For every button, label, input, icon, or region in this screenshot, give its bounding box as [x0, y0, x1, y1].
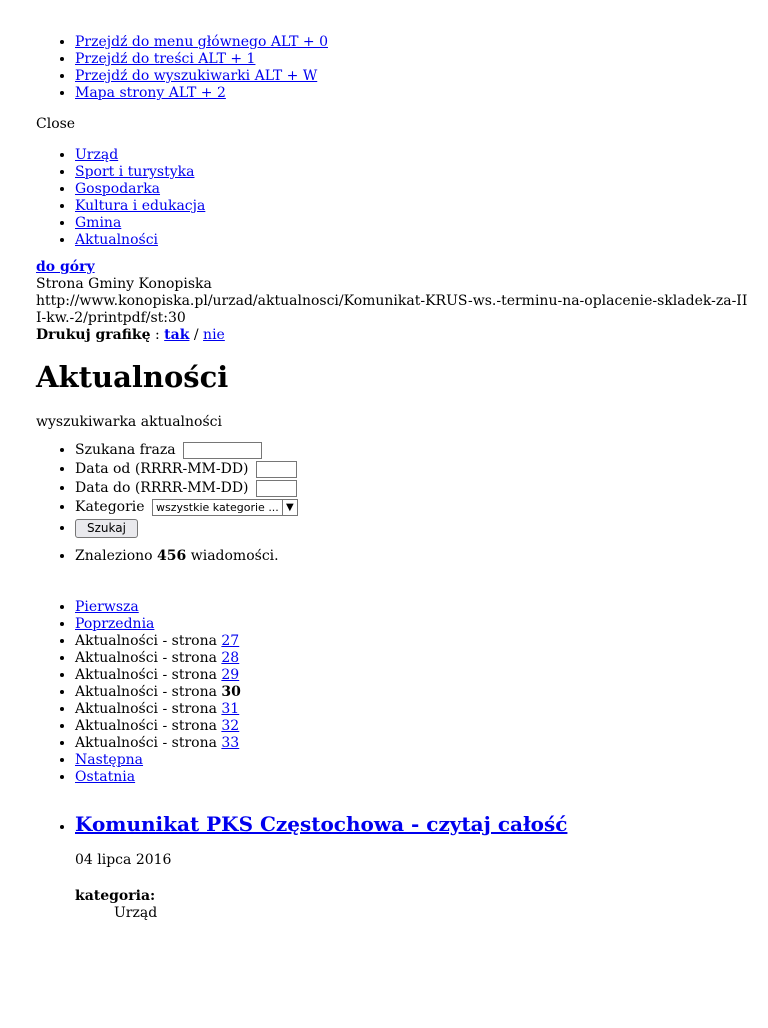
skip-link-item [75, 68, 748, 85]
menu-link-aktualnosci[interactable]: Aktualności [75, 232, 159, 248]
pagination-next-link[interactable]: Następna [75, 752, 144, 768]
dropdown-arrow-icon: ▼ [282, 500, 297, 515]
news-category-label: kategoria: [75, 888, 156, 904]
menu-item [75, 232, 748, 249]
pagination [36, 599, 748, 786]
date-to-input[interactable] [256, 480, 297, 497]
category-select-value: wszystkie kategorie ... [156, 500, 279, 514]
pagination-item [75, 650, 748, 667]
separator-slash: / [189, 327, 204, 343]
news-title-link[interactable]: Komunikat PKS Częstochowa - czytaj całość [75, 812, 568, 836]
results-count-item [75, 548, 748, 565]
print-graphics-yes-link[interactable]: tak [164, 327, 190, 343]
pagination-item [75, 735, 748, 752]
close-button[interactable]: Close [36, 116, 76, 132]
pagination-page-prefix: Aktualności - strona [75, 667, 217, 683]
skip-links [36, 34, 748, 102]
pagination-current-page: 30 [221, 684, 241, 700]
pagination-item [75, 718, 748, 735]
search-form [36, 441, 748, 536]
menu-item [75, 215, 748, 232]
pagination-item [75, 616, 748, 633]
page-title: Aktualności [36, 360, 229, 394]
pagination-prev-link[interactable]: Poprzednia [75, 616, 155, 632]
search-heading: wyszukiwarka aktualności [36, 414, 222, 430]
pagination-first-link[interactable]: Pierwsza [75, 599, 139, 615]
menu-item [75, 181, 748, 198]
skip-link-item [75, 85, 748, 102]
menu-item [75, 147, 748, 164]
skip-to-menu-link[interactable]: Przejdź do menu głównego ALT + 0 [75, 34, 328, 50]
results-prefix: Znaleziono [75, 548, 153, 564]
results-count: 456 [157, 548, 187, 564]
skip-to-search-link[interactable]: Przejdź do wyszukiwarki ALT + W [75, 68, 318, 84]
pagination-item [75, 633, 748, 650]
category-label: Kategorie [75, 499, 145, 515]
news-title [75, 812, 748, 836]
pagination-page-link[interactable]: 28 [221, 650, 240, 666]
menu-item [75, 164, 748, 181]
results-suffix: wiadomości. [190, 548, 279, 564]
pagination-item [75, 599, 748, 616]
print-graphics-label: Drukuj grafikę [36, 327, 151, 343]
menu-link-kultura[interactable]: Kultura i edukacja [75, 198, 206, 214]
pagination-page-link[interactable]: 33 [221, 735, 240, 751]
pagination-item [75, 752, 748, 769]
skip-to-content-link[interactable]: Przejdź do treści ALT + 1 [75, 51, 256, 67]
skip-link-item [75, 34, 748, 51]
date-to-label: Data do (RRRR-MM-DD) [75, 480, 249, 496]
submit-row [75, 517, 748, 536]
page [0, 34, 768, 922]
print-url: http://www.konopiska.pl/urzad/aktualnosci/Komunikat-KRUS-ws.-terminu-na-oplacenie-skladek-za-III-kw.-2/printpdf/st:30 [36, 293, 748, 326]
category-row [75, 498, 748, 517]
search-phrase-input[interactable] [183, 442, 262, 459]
back-to-top-link[interactable]: do góry [36, 259, 95, 275]
skip-link-item [75, 51, 748, 68]
date-from-row [75, 460, 748, 479]
news-list [36, 812, 748, 922]
print-graphics-no-link[interactable]: nie [203, 327, 225, 343]
main-menu [36, 147, 748, 249]
pagination-item [75, 701, 748, 718]
menu-link-gmina[interactable]: Gmina [75, 215, 122, 231]
pagination-page-prefix: Aktualności - strona [75, 735, 217, 751]
pagination-page-link[interactable]: 31 [221, 701, 240, 717]
date-from-input[interactable] [256, 461, 297, 478]
pagination-page-link[interactable]: 29 [221, 667, 240, 683]
sitemap-link[interactable]: Mapa strony ALT + 2 [75, 85, 226, 101]
category-select[interactable] [152, 499, 298, 516]
news-item [75, 812, 748, 922]
pagination-last-link[interactable]: Ostatnia [75, 769, 136, 785]
menu-link-sport[interactable]: Sport i turystyka [75, 164, 195, 180]
date-to-row [75, 479, 748, 498]
search-phrase-label: Szukana fraza [75, 442, 176, 458]
pagination-page-prefix: Aktualności - strona [75, 701, 217, 717]
menu-link-gospodarka[interactable]: Gospodarka [75, 181, 161, 197]
site-name: Strona Gminy Konopiska [36, 276, 212, 292]
menu-item [75, 198, 748, 215]
news-category-value: Urząd [114, 905, 158, 921]
pagination-item [75, 684, 748, 701]
search-submit-button[interactable]: Szukaj [75, 519, 138, 538]
pagination-item [75, 667, 748, 684]
results-summary [36, 548, 748, 565]
date-from-label: Data od (RRRR-MM-DD) [75, 461, 249, 477]
pagination-page-link[interactable]: 32 [221, 718, 240, 734]
pagination-page-link[interactable]: 27 [221, 633, 240, 649]
pagination-item [75, 769, 748, 786]
pagination-page-prefix: Aktualności - strona [75, 633, 217, 649]
menu-link-urzad[interactable]: Urząd [75, 147, 119, 163]
news-meta [75, 888, 748, 922]
news-date: 04 lipca 2016 [75, 852, 172, 868]
pagination-page-prefix: Aktualności - strona [75, 718, 217, 734]
print-graphics-row [36, 327, 748, 344]
pagination-page-prefix: Aktualności - strona [75, 684, 217, 700]
pagination-page-prefix: Aktualności - strona [75, 650, 217, 666]
search-phrase-row [75, 441, 748, 460]
separator-colon: : [150, 327, 165, 343]
